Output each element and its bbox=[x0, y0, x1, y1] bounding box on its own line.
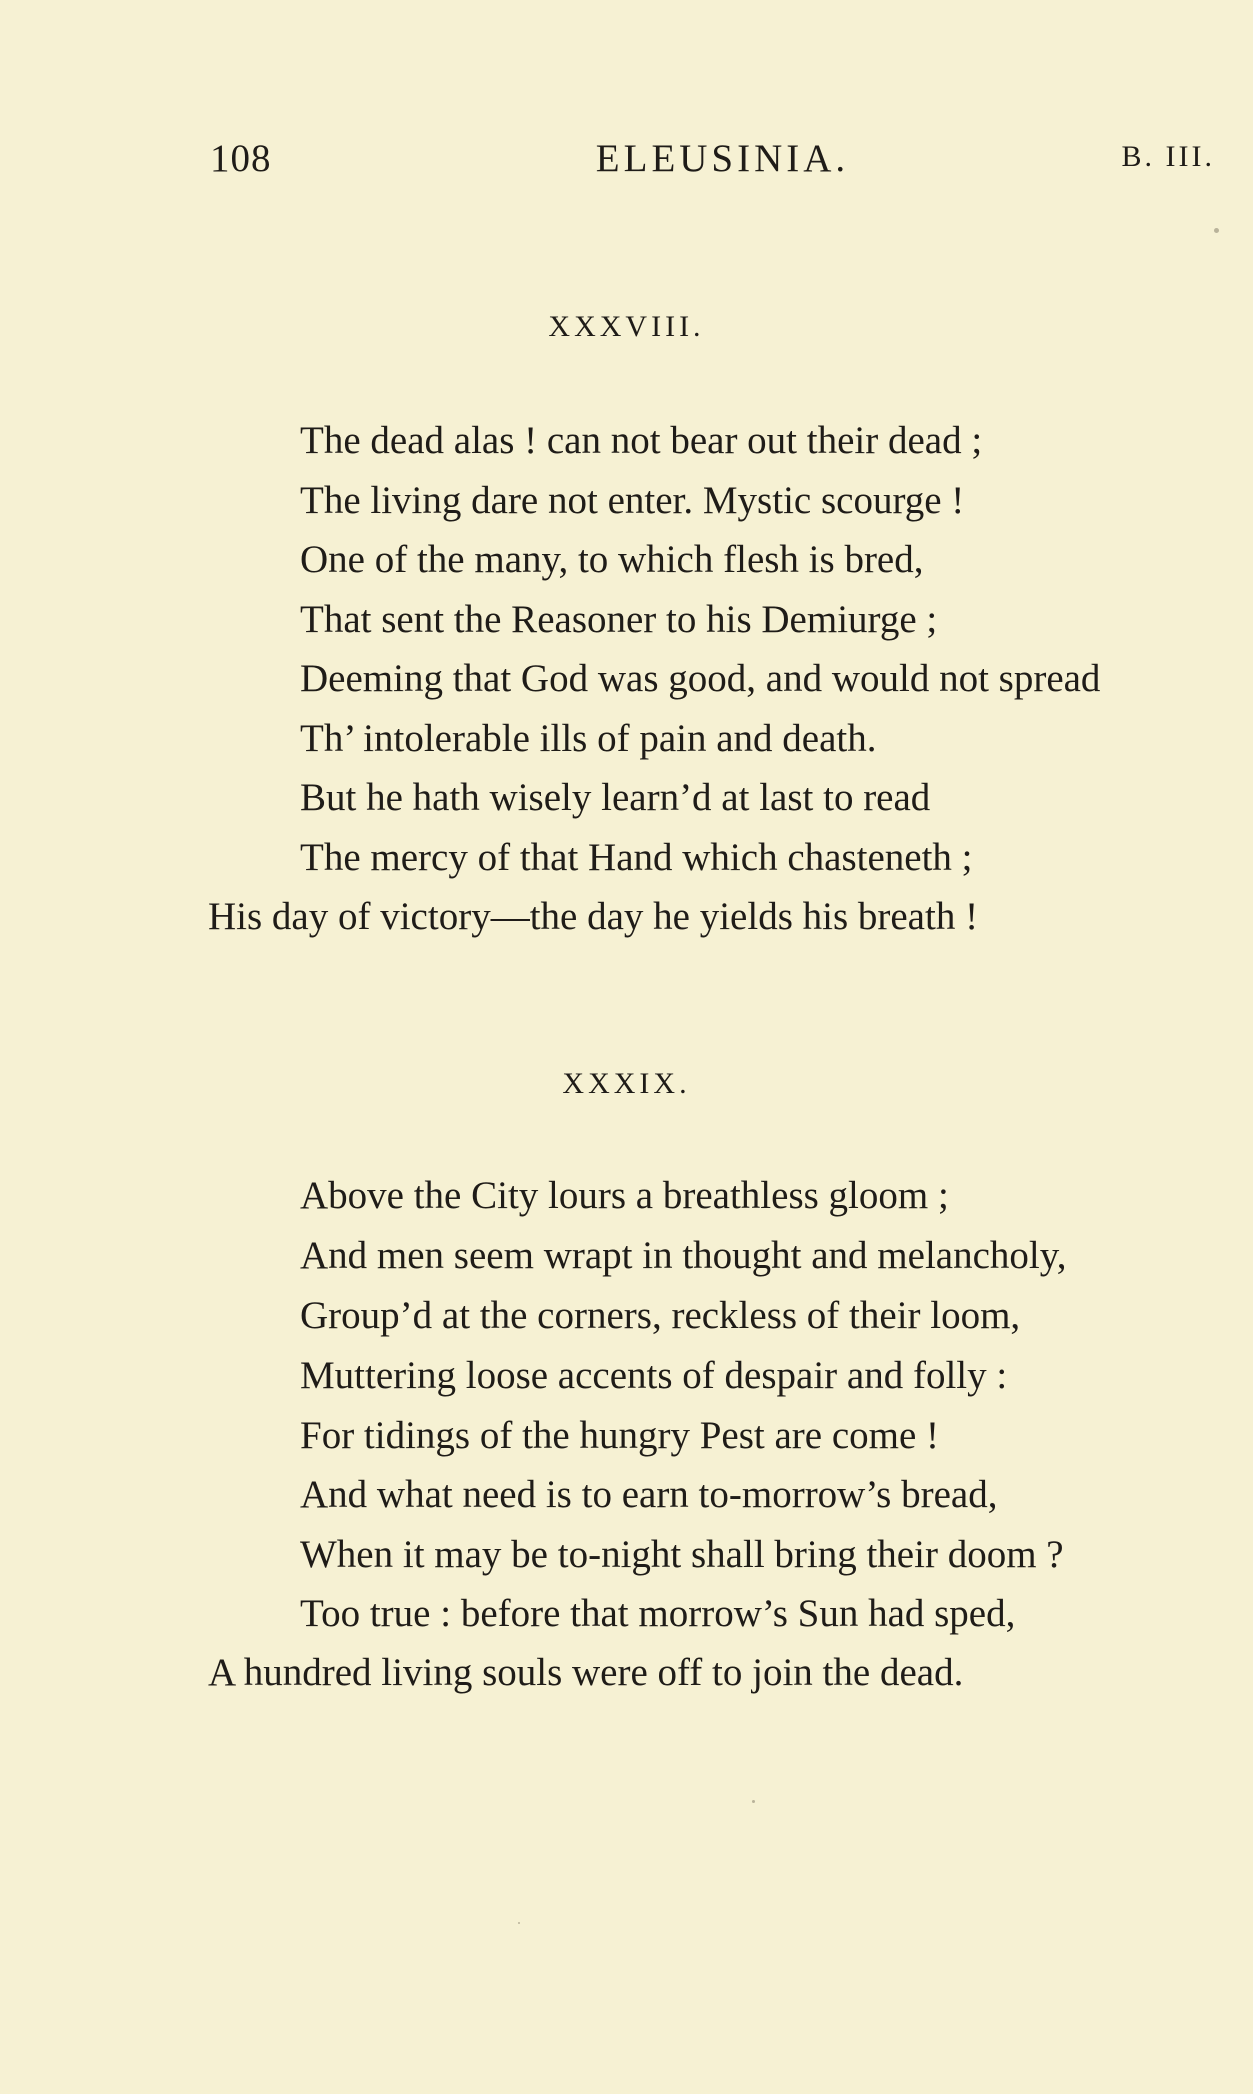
verse-line: For tidings of the hungry Pest are come ! bbox=[300, 1414, 940, 1457]
verse-line: One of the many, to which flesh is bred, bbox=[300, 538, 924, 581]
verse-line: Th’ intolerable ills of pain and death. bbox=[300, 717, 877, 760]
verse-line: The dead alas ! can not bear out their dead ; bbox=[300, 419, 983, 462]
verse-line: Deeming that God was good, and would not spread bbox=[300, 657, 1101, 700]
verse-line: Above the City lours a breathless gloom ; bbox=[300, 1174, 949, 1217]
verse-line: When it may be to-night shall bring their doom ? bbox=[300, 1533, 1064, 1576]
verse-line: And what need is to earn to-morrow’s bread, bbox=[300, 1473, 998, 1516]
book-number: B. III. bbox=[1121, 140, 1215, 173]
verse-line: Muttering loose accents of despair and folly : bbox=[300, 1354, 1008, 1397]
verse-line: Group’d at the corners, reckless of their loom, bbox=[300, 1294, 1021, 1337]
page-number: 108 bbox=[210, 137, 272, 180]
verse-line: A hundred living souls were off to join the dead. bbox=[208, 1651, 964, 1694]
running-title: ELEUSINIA. bbox=[595, 137, 850, 180]
verse-line: Too true : before that morrow’s Sun had sped, bbox=[300, 1592, 1016, 1635]
paper-speck bbox=[752, 1800, 755, 1803]
verse-line: But he hath wisely learn’d at last to read bbox=[300, 776, 931, 819]
verse-line: That sent the Reasoner to his Demiurge ; bbox=[300, 598, 938, 641]
paper-speck bbox=[518, 1922, 520, 1924]
verse-line: And men seem wrapt in thought and melancholy, bbox=[300, 1234, 1067, 1277]
verse-line: The living dare not enter. Mystic scourge ! bbox=[300, 479, 965, 522]
verse-line: The mercy of that Hand which chasteneth ; bbox=[300, 836, 973, 879]
stanza-number: XXXIX. bbox=[562, 1067, 691, 1100]
verse-line: His day of victory—the day he yields his breath ! bbox=[208, 895, 979, 938]
paper-speck bbox=[1214, 228, 1219, 233]
running-header bbox=[210, 136, 1215, 186]
stanza-number: XXXVIII. bbox=[548, 310, 705, 343]
